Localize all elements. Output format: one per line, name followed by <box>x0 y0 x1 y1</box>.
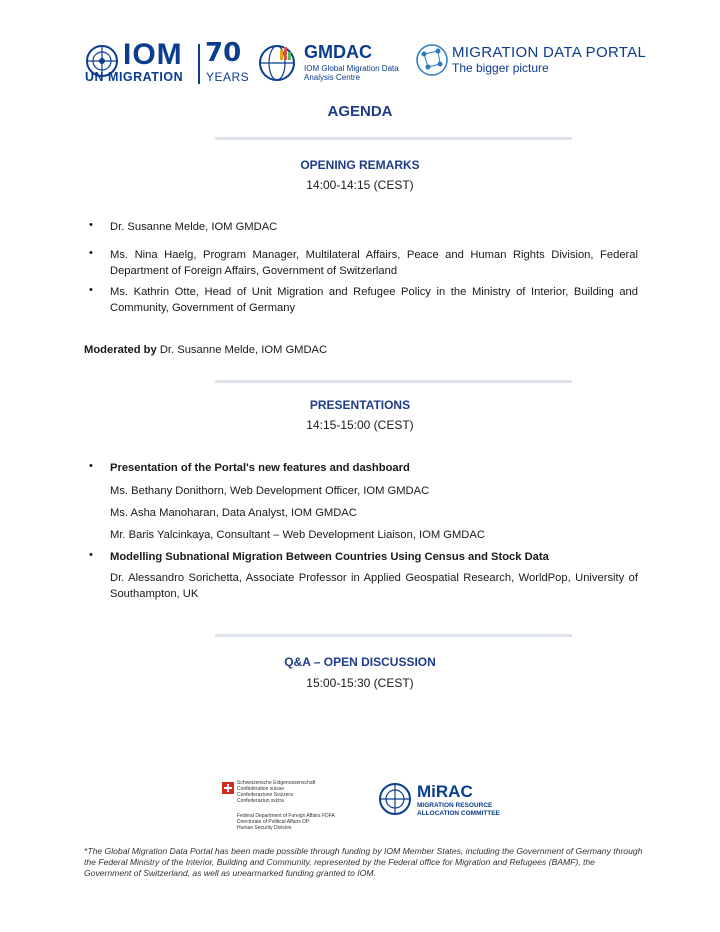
speaker-line: Dr. Alessandro Sorichetta, Associate Professor in Applied Geospatial Research, WorldPop, University of Southampton, UK <box>110 572 638 600</box>
migration-data-portal-logo <box>414 40 647 86</box>
speaker-line: Mr. Baris Yalcinkaya, Consultant – Web Development Liaison, IOM GMDAC <box>110 529 485 541</box>
swiss-confederation-text: Schweizerische Eidgenossenschaft Confédération suisse Confederazione Svizzera Confederaziun svizra <box>237 780 316 804</box>
gmdac-wordmark: GMDAC <box>304 42 372 62</box>
list-item: Ms. Kathrin Otte, Head of Unit Migration and Refugee Policy in the Ministry of Interior, Building and Community, Government of Germany <box>110 286 638 314</box>
speaker-line: Ms. Asha Manoharan, Data Analyst, IOM GMDAC <box>110 507 357 519</box>
bullet-icon: • <box>89 219 93 231</box>
years-text: YEARS <box>206 70 250 84</box>
iom-wordmark: IOM <box>123 38 183 71</box>
mdp-title: MIGRATION DATA PORTAL <box>452 44 647 61</box>
moderator-name: Dr. Susanne Melde, IOM GMDAC <box>156 344 328 356</box>
list-item: Dr. Susanne Melde, IOM GMDAC <box>110 221 278 233</box>
speaker-line: Ms. Bethany Donithorn, Web Development Officer, IOM GMDAC <box>110 485 430 497</box>
un-migration-text: UN MIGRATION <box>85 70 184 84</box>
header-logos <box>0 38 720 88</box>
bullet-icon: • <box>89 284 93 296</box>
bullet-icon: • <box>89 247 93 259</box>
qa-time: 15:00-15:30 (CEST) <box>306 676 414 690</box>
mdp-tagline: The bigger picture <box>452 61 549 75</box>
network-globe-icon <box>414 42 450 78</box>
opening-remarks-time: 14:00-14:15 (CEST) <box>306 178 414 192</box>
moderated-by-label: Moderated by <box>84 344 157 356</box>
bullet-icon: • <box>89 460 93 472</box>
qa-title: Q&A – OPEN DISCUSSION <box>284 655 436 669</box>
gmdac-logo <box>258 40 408 86</box>
presentations-time: 14:15-15:00 (CEST) <box>306 418 414 432</box>
section-divider <box>215 137 572 140</box>
agenda-title: AGENDA <box>327 103 393 120</box>
iom-logo <box>85 38 250 86</box>
presentations-title: PRESENTATIONS <box>309 398 411 412</box>
logo-divider <box>198 44 200 84</box>
mirac-globe-icon <box>378 782 412 816</box>
section-divider <box>215 380 572 383</box>
presentation-1-title: Presentation of the Portal's new features and dashboard <box>110 462 410 474</box>
list-item: Ms. Nina Haelg, Program Manager, Multilateral Affairs, Peace and Human Rights Division, Federal Department of Foreign Affairs, Government of Switzerland <box>110 249 638 277</box>
presentation-2-title: Modelling Subnational Migration Between Countries Using Census and Stock Data <box>110 551 549 563</box>
opening-remarks-title: OPENING REMARKS <box>300 158 420 172</box>
mirac-subtitle: MIGRATION RESOURCE ALLOCATION COMMITTEE <box>417 802 500 817</box>
gmdac-globe-icon <box>258 44 296 82</box>
gmdac-subtitle: IOM Global Migration Data Analysis Centre <box>304 64 399 82</box>
bullet-icon: • <box>89 549 93 561</box>
moderated-by-line <box>84 344 327 356</box>
footer-logos <box>0 780 720 840</box>
funding-footnote: *The Global Migration Data Portal has been made possible through funding by IOM Member States, including the Government of Germany through the Federal Ministry of the Interior, Building and Community, represented by the Federal office for Migration and Refugees (BAMF), the Government of Switzerland, as well as unearmarked funding granted to IOM. <box>84 846 643 878</box>
section-divider <box>215 634 572 637</box>
mirac-wordmark: MiRAC <box>417 782 473 801</box>
seventy-years-number: 70 <box>205 38 242 68</box>
fdfa-text: Federal Department of Foreign Affairs FDFA Directorate of Political Affairs DP Human Security Division <box>237 813 335 831</box>
swiss-flag-icon <box>222 782 234 794</box>
